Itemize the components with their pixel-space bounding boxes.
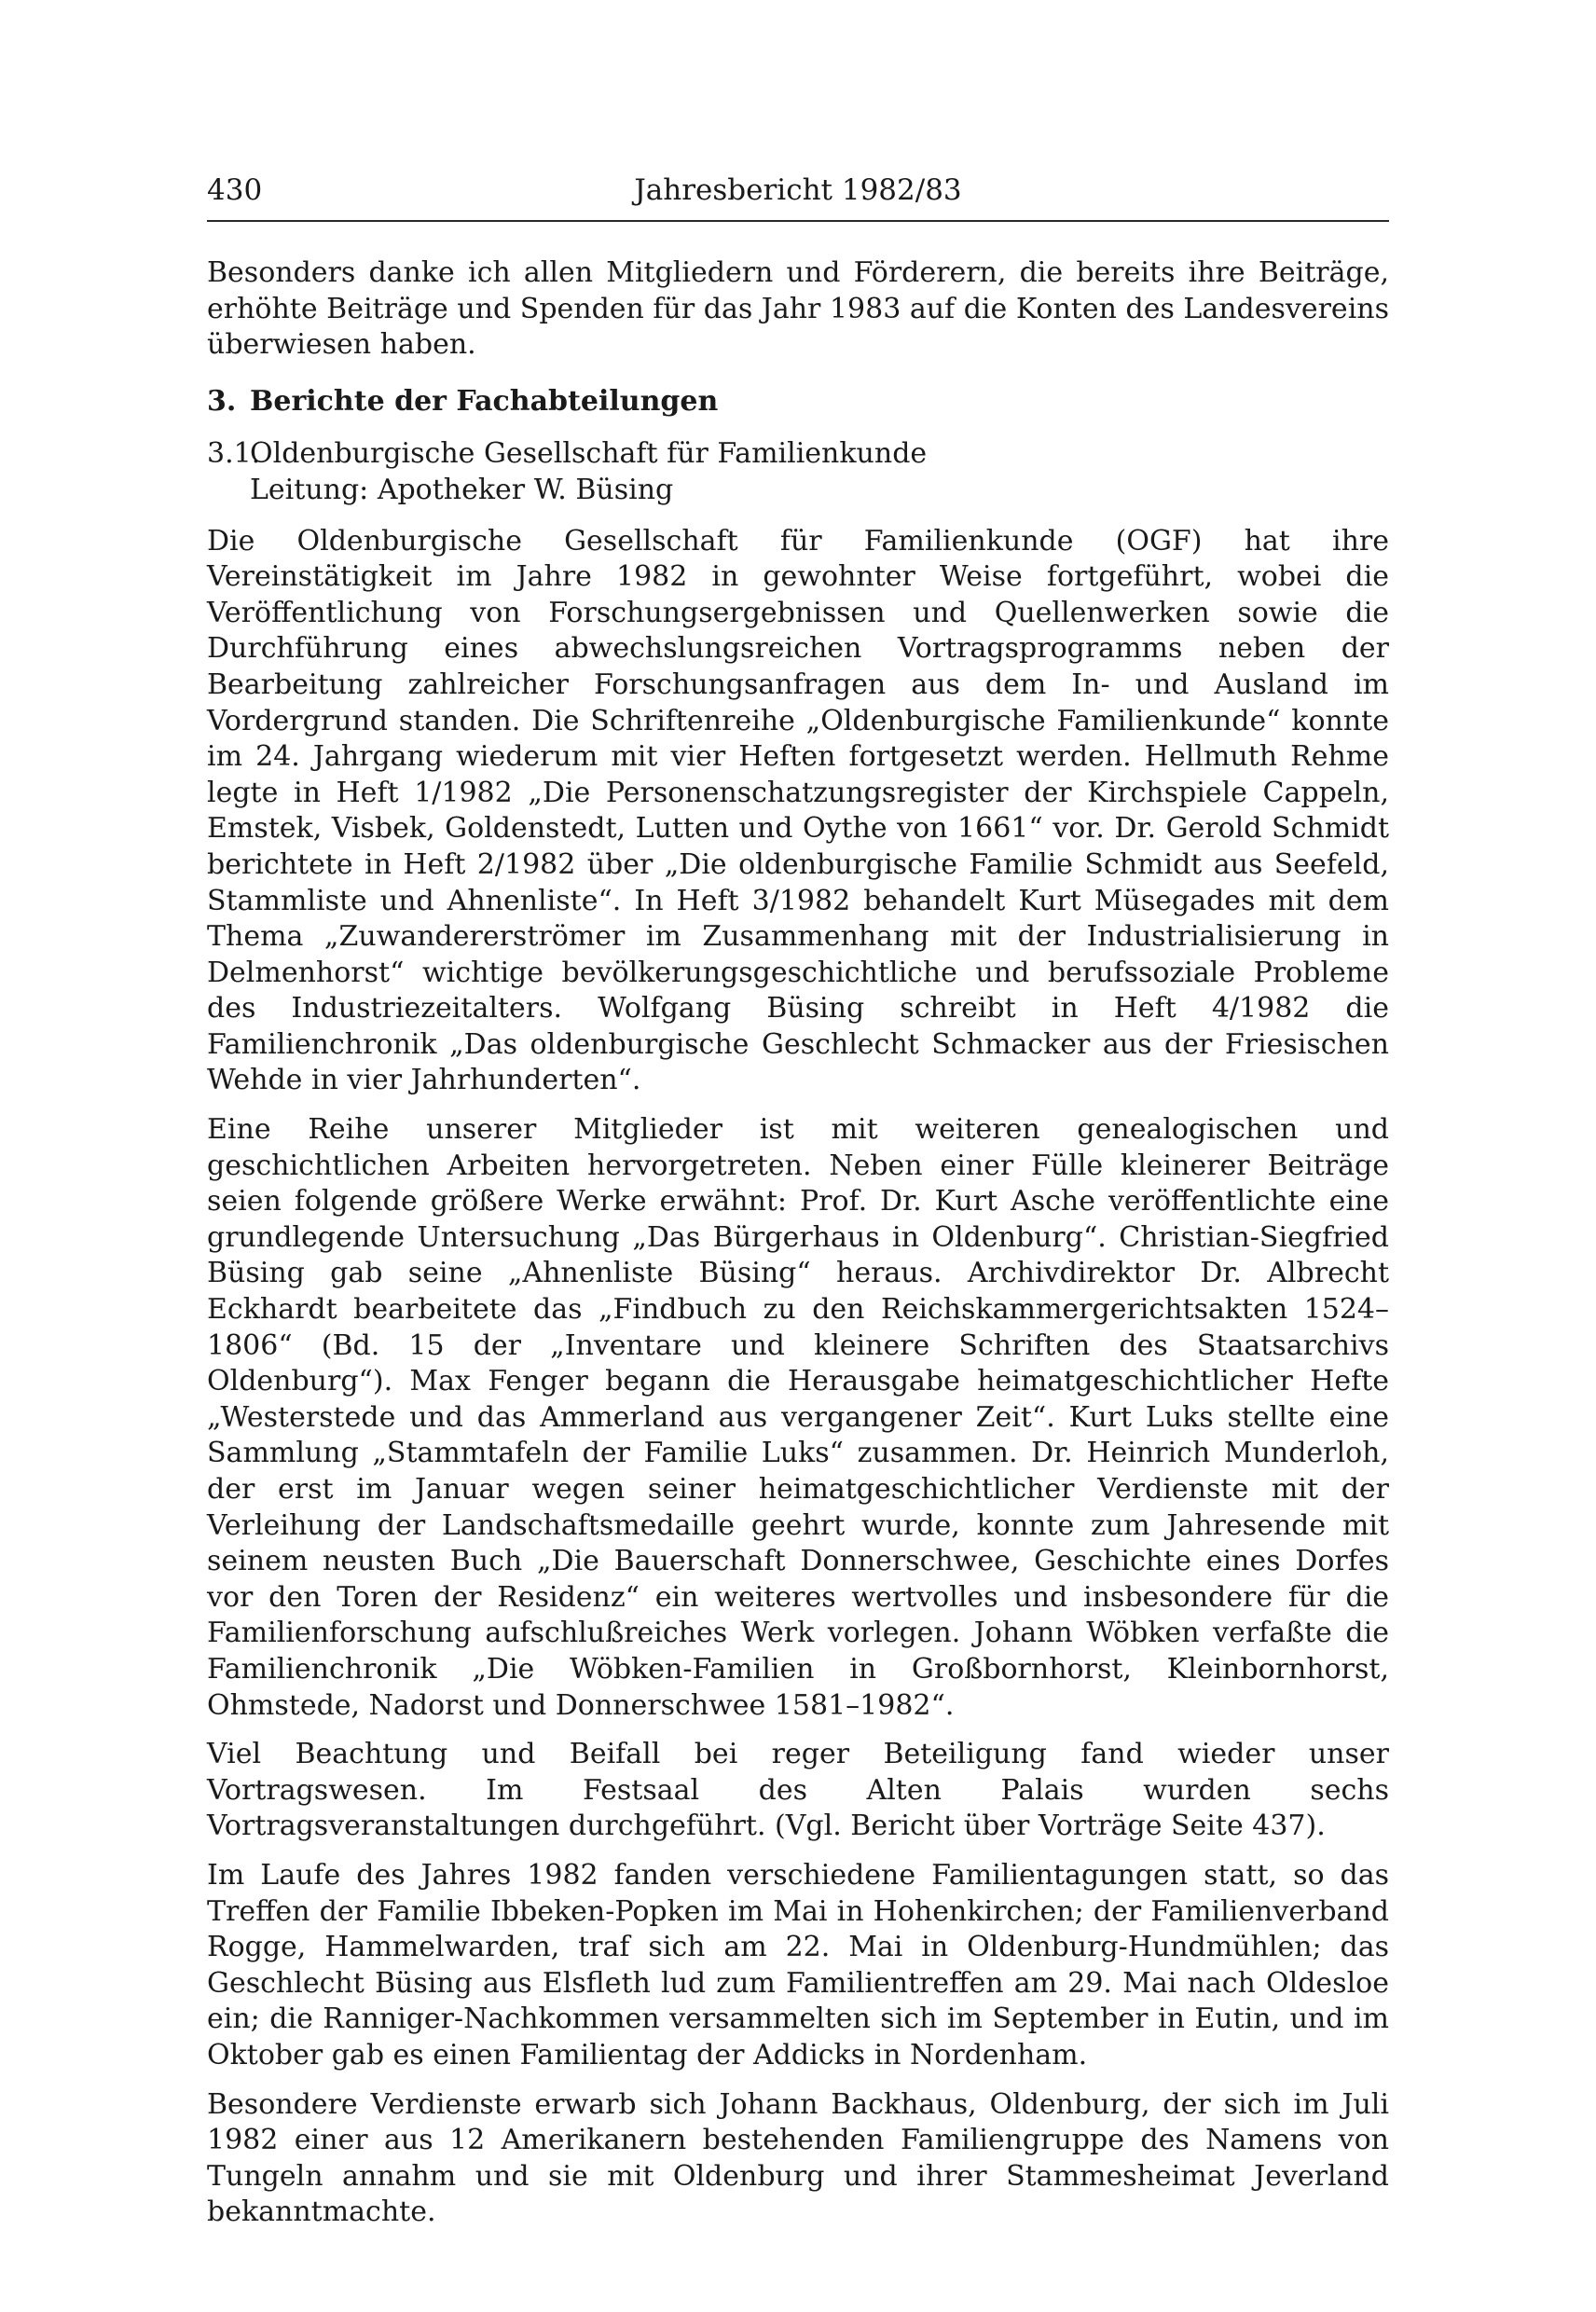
page-number: 430 — [207, 173, 263, 207]
subsection-number: 3.1. — [207, 437, 261, 471]
paragraph-family-meetings: Im Laufe des Jahres 1982 fanden verschiedene Familientagungen statt, so das Treffen der Familie Ibbeken-Popken im Mai in Hohenkirchen; der Familienverband Rogge, Hammelwarden, traf sich am 22. Mai in Oldenburg-Hundmühlen; das Geschlecht Büsing aus Elsfleth lud zum Familientreffen am 29. Mai nach Oldesloe ein; die Ranniger-Nachkommen versammelten sich im September in Eutin, und im Oktober gab es einen Familientag der Addicks in Nordenham. — [207, 1858, 1389, 2071]
paragraph-member-works: Eine Reihe unserer Mitglieder ist mit weiteren genealogischen und geschichtlichen Arbeiten hervorgetreten. Neben einer Fülle kleinerer Beiträge seien folgende größere Werke erwähnt: Prof. Dr. Kurt Asche veröffentlichte eine grundlegende Untersuchung „Das Bürgerhaus in Oldenburg“. Christian-Siegfried Büsing gab seine „Ahnenliste Büsing“ heraus. Archivdirektor Dr. Albrecht Eckhardt bearbeitete das „Findbuch zu den Reichskammergerichtsakten 1524–1806“ (Bd. 15 der „Inventare und kleinere Schriften des Staatsarchivs Oldenburg“). Max Fenger begann die Herausgabe heimatgeschichtlicher Hefte „Westerstede und das Ammerland aus vergangener Zeit“. Kurt Luks stellte eine Sammlung „Stammtafeln der Familie Luks“ zusammen. Dr. Heinrich Munderloh, der erst im Januar wegen seiner heimatgeschichtlicher Verdienste mit der Verleihung der Landschaftsmedaille geehrt wurde, konnte zum Jahresende mit seinem neusten Buch „Die Bauerschaft Donnerschwee, Geschichte eines Dorfes vor den Toren der Residenz“ ein weiteres wertvolles und insbesondere für die Familienforschung aufschlußreiches Werk vorlegen. Johann Wöbken verfaßte die Familienchronik „Die Wöbken-Familien in Großbornhorst, Kleinbornhorst, Ohmstede, Nadorst und Donnerschwee 1581–1982“. — [207, 1113, 1389, 1722]
paragraph-lectures: Viel Beachtung und Beifall bei reger Beteiligung fand wieder unser Vortragswesen. Im Festsaal des Alten Palais wurden sechs Vortragsveranstaltungen durchgeführt. (Vgl. Bericht über Vorträge Seite 437). — [207, 1738, 1389, 1843]
subsection-leader: Leitung: Apotheker W. Büsing — [250, 473, 674, 506]
section-number: 3. — [207, 384, 237, 418]
paragraph-ogf-activity: Die Oldenburgische Gesellschaft für Familienkunde (OGF) hat ihre Vereinstätigkeit im Jahre 1982 in gewohnter Weise fortgeführt, wobei die Veröffentlichung von Forschungsergebnissen und Quellenwerken sowie die Durchführung eines abwechslungsreichen Vortragsprogramms neben der Bearbeitung zahlreicher Forschungsanfragen aus dem In- und Ausland im Vordergrund standen. Die Schriftenreihe „Oldenburgische Familienkunde“ konnte im 24. Jahrgang wiederum mit vier Heften fortgesetzt werden. Hellmuth Rehme legte in Heft 1/1982 „Die Personenschatzungsregister der Kirchspiele Cappeln, Emstek, Visbek, Goldenstedt, Lutten und Oythe von 1661“ vor. Dr. Gerold Schmidt berichtete in Heft 2/1982 über „Die oldenburgische Familie Schmidt aus Seefeld, Stammliste und Ahnenliste“. In Heft 3/1982 behandelt Kurt Müsegades mit dem Thema „Zuwandererströmer im Zusammenhang mit der Industrialisierung in Delmenhorst“ wichtige bevölkerungsgeschichtliche und berufssoziale Probleme des Industriezeitalters. Wolfgang Büsing schreibt in Heft 4/1982 die Familienchronik „Das oldenburgische Geschlecht Schmacker aus der Friesischen Wehde in vier Jahrhunderten“. — [207, 524, 1389, 1097]
paragraph-backhaus: Besondere Verdienste erwarb sich Johann Backhaus, Oldenburg, der sich im Juli 1982 einer aus 12 Amerikanern bestehenden Familiengruppe des Namens von Tungeln annahm und sie mit Oldenburg und ihrer Stammesheimat Jeverland bekanntmachte. — [207, 2087, 1389, 2229]
intro-paragraph: Besonders danke ich allen Mitgliedern und Förderern, die bereits ihre Beiträge, erhöhte Beiträge und Spenden für das Jahr 1983 auf die Konten des Landesvereins überwiesen haben. — [207, 256, 1389, 362]
header-rule — [207, 220, 1389, 222]
section-title: Berichte der Fachabteilungen — [250, 384, 719, 418]
running-header — [207, 172, 1389, 209]
subsection-heading — [207, 436, 1389, 508]
subsection-title: Oldenburgische Gesellschaft für Familienkunde — [250, 437, 928, 471]
body-text — [207, 255, 1389, 2244]
running-title: Jahresbericht 1982/83 — [634, 173, 962, 207]
section-heading — [207, 384, 1389, 420]
